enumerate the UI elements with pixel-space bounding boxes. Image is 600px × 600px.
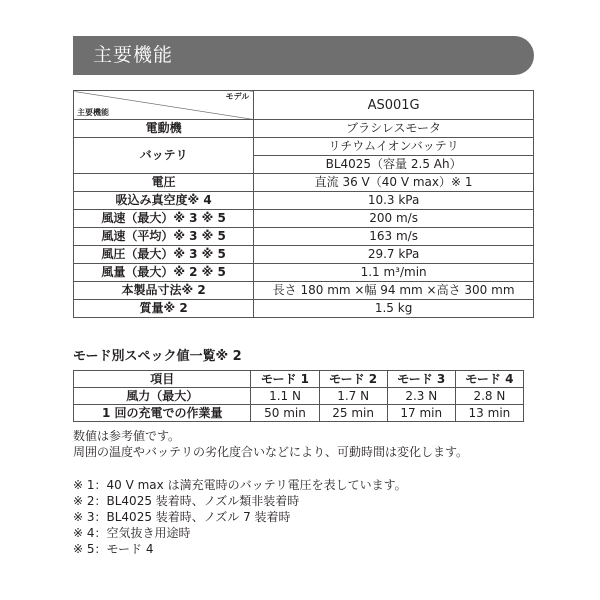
note-line: 周囲の温度やバッテリの劣化度合いなどにより、可動時間は変化します。 <box>73 445 469 459</box>
spec-label: バッテリ <box>74 138 254 174</box>
spec-value: 直流 36 V（40 V max）※ 1 <box>254 174 534 192</box>
footnote-5: ※ 5：モード 4 <box>73 542 154 556</box>
spec-value: 長さ 180 mm ×幅 94 mm ×高さ 300 mm <box>254 282 534 300</box>
mode-header-4: モード 4 <box>455 371 523 388</box>
mode-row-label: 風力（最大） <box>74 388 251 405</box>
spec-row-battery <box>74 138 534 156</box>
spec-value: BL4025（容量 2.5 Ah） <box>254 156 534 174</box>
mode-cell: 13 min <box>455 405 523 422</box>
spec-row-dimensions <box>74 282 534 300</box>
mode-cell: 2.8 N <box>455 388 523 405</box>
spec-label: 吸込み真空度※ 4 <box>74 192 254 210</box>
spec-value: 163 m/s <box>254 228 534 246</box>
spec-row-voltage <box>74 174 534 192</box>
spec-label: 風速（最大）※ 3 ※ 5 <box>74 210 254 228</box>
footnote-3: ※ 3：BL4025 装着時、ノズル 7 装着時 <box>73 510 291 524</box>
mode-row-runtime <box>74 405 524 422</box>
spec-table <box>73 90 534 318</box>
spec-label: 風圧（最大）※ 3 ※ 5 <box>74 246 254 264</box>
mode-cell: 2.3 N <box>387 388 455 405</box>
section-title-bar <box>73 36 534 75</box>
footnotes <box>73 477 407 557</box>
spec-label: 本製品寸法※ 2 <box>74 282 254 300</box>
section-title: 主要機能 <box>93 44 174 66</box>
spec-value: 1.1 m³/min <box>254 264 534 282</box>
spec-value: 29.7 kPa <box>254 246 534 264</box>
spec-label: 風量（最大）※ 2 ※ 5 <box>74 264 254 282</box>
footnote-4: ※ 4：空気抜き用途時 <box>73 526 191 540</box>
spec-value: 10.3 kPa <box>254 192 534 210</box>
mode-cell: 25 min <box>319 405 387 422</box>
mode-header-1: モード 1 <box>251 371 319 388</box>
spec-row-vacuum <box>74 192 534 210</box>
spec-row-airflow <box>74 264 534 282</box>
mode-cell: 50 min <box>251 405 319 422</box>
header-model-label: モデル <box>225 92 250 101</box>
mode-header-row <box>74 371 524 388</box>
spec-header-row <box>74 91 534 120</box>
mode-cell: 1.1 N <box>251 388 319 405</box>
spec-value: 200 m/s <box>254 210 534 228</box>
spec-label: 電動機 <box>74 120 254 138</box>
spec-value: リチウムイオンバッテリ <box>254 138 534 156</box>
mode-spec-table <box>73 370 524 422</box>
mode-header-2: モード 2 <box>319 371 387 388</box>
spec-label: 風速（平均）※ 3 ※ 5 <box>74 228 254 246</box>
mode-row-label: 1 回の充電での作業量 <box>74 405 251 422</box>
footnote-2: ※ 2：BL4025 装着時、ノズル類非装着時 <box>73 494 300 508</box>
mode-row-force <box>74 388 524 405</box>
footnote-1: ※ 1：40 V max は満充電時のバッテリ電圧を表しています。 <box>73 478 407 492</box>
spec-value: 1.5 kg <box>254 300 534 318</box>
spec-row-airspeed-avg <box>74 228 534 246</box>
model-name: AS001G <box>254 91 534 120</box>
mode-header-3: モード 3 <box>387 371 455 388</box>
spec-row-airpressure <box>74 246 534 264</box>
spec-label: 質量※ 2 <box>74 300 254 318</box>
spec-row-airspeed-max <box>74 210 534 228</box>
spec-label: 電圧 <box>74 174 254 192</box>
note-line: 数値は参考値です。 <box>73 429 181 443</box>
spec-row-motor <box>74 120 534 138</box>
header-function-label: 主要機能 <box>77 108 109 117</box>
reference-notes <box>73 428 468 460</box>
mode-section-title: モード別スペック値一覧※ 2 <box>73 349 242 364</box>
mode-cell: 1.7 N <box>319 388 387 405</box>
spec-row-weight <box>74 300 534 318</box>
mode-cell: 17 min <box>387 405 455 422</box>
spec-value: ブラシレスモータ <box>254 120 534 138</box>
spec-header-corner <box>74 91 254 120</box>
mode-header-item: 項目 <box>74 371 251 388</box>
